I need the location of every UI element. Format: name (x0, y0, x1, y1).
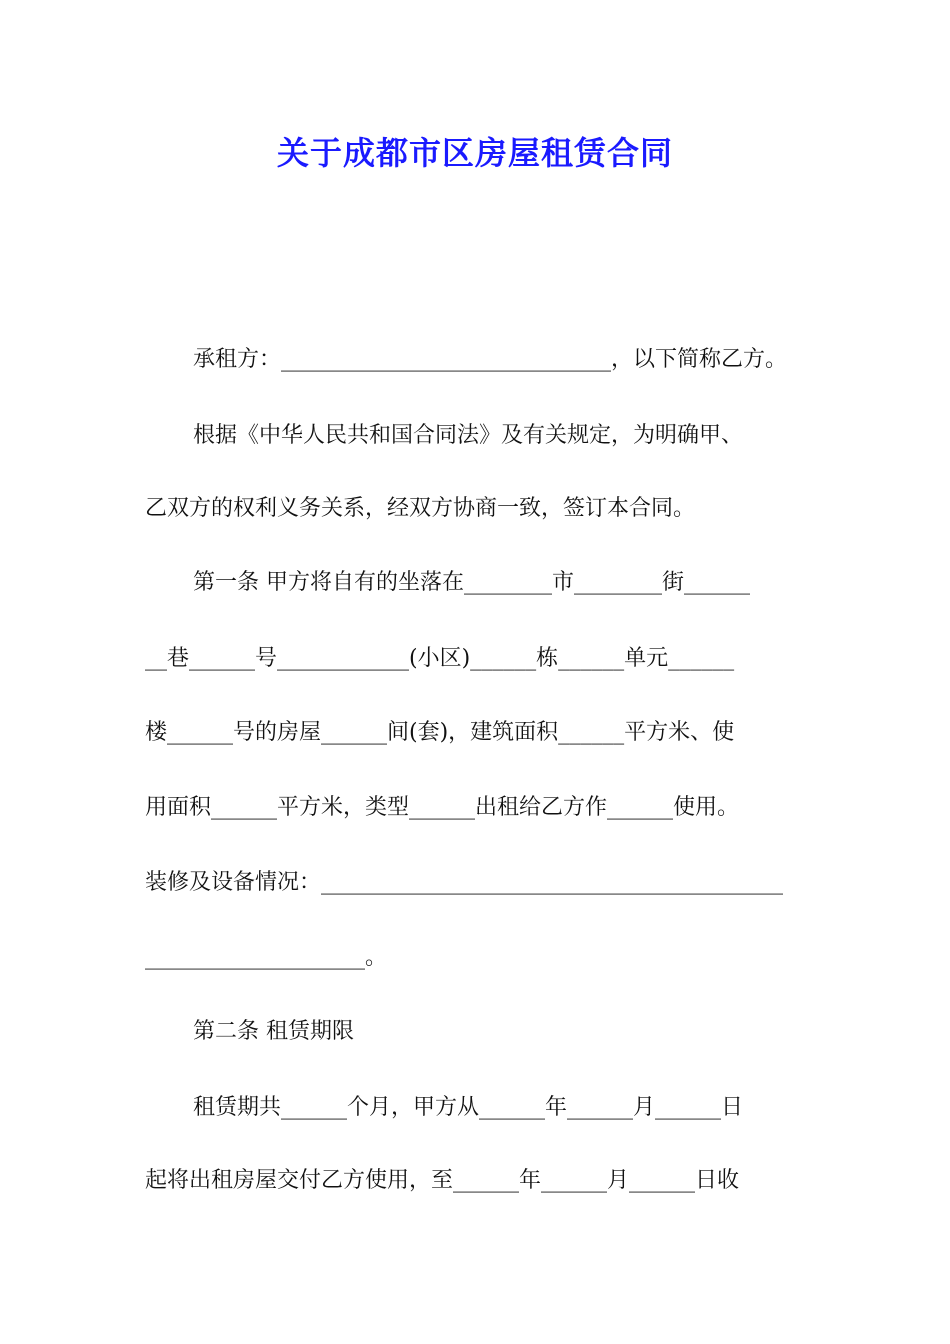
article-1-line-1: 第一条 甲方将自有的坐落在________市________街______ (193, 570, 750, 595)
lease-term-line-2: 起将出租房屋交付乙方使用，至______年______月______日收 (145, 1168, 740, 1193)
decoration-line-1: 装修及设备情况：__________________________________________ (145, 870, 784, 895)
article-1-line-2: __巷______号____________(小区)______栋______单元______ (145, 646, 735, 671)
document-title: 关于成都市区房屋租赁合同 (276, 134, 673, 172)
article-1-line-4: 用面积______平方米，类型______出租给乙方作______使用。 (145, 795, 740, 820)
lease-term-line-1: 租赁期共______个月，甲方从______年______月______日 (193, 1095, 744, 1120)
basis-line-1: 根据《中华人民共和国合同法》及有关规定，为明确甲、 (193, 423, 744, 448)
article-1-line-3: 楼______号的房屋______间(套)，建筑面积______平方米、使 (145, 720, 735, 745)
decoration-line-2: ____________________。 (145, 945, 388, 970)
basis-line-2: 乙双方的权利义务关系，经双方协商一致，签订本合同。 (145, 496, 696, 521)
tenant-line: 承租方：______________________________，以下简称乙方。 (193, 347, 788, 372)
article-2-heading: 第二条 租赁期限 (193, 1019, 354, 1044)
